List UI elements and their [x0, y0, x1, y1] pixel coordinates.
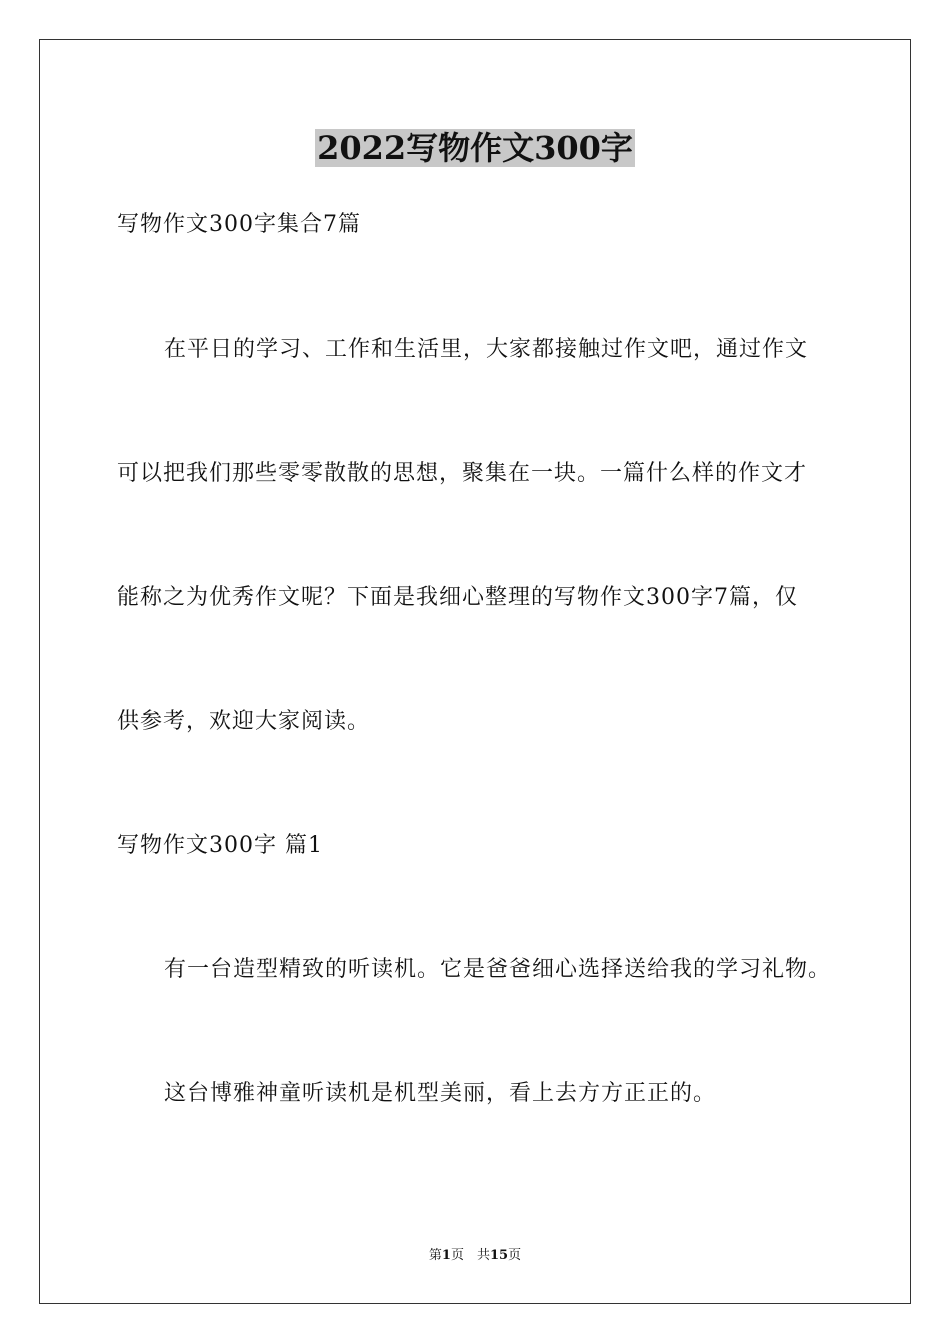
footer-prefix: 第: [428, 1248, 442, 1263]
paragraph-line: 有一台造型精致的听读机。它是爸爸细心选择送给我的学习礼物。: [164, 957, 832, 982]
paragraph-line: 这台博雅神童听读机是机型美丽，看上去方方正正的。: [164, 1081, 717, 1106]
paragraph-line: 供参考，欢迎大家阅读。: [117, 709, 371, 734]
document-subtitle: 写物作文300字集合7篇: [117, 212, 361, 237]
footer-suffix: 页: [508, 1248, 522, 1263]
current-page-number: 1: [441, 1248, 451, 1263]
total-page-number: 15: [489, 1248, 509, 1263]
page-footer: [0, 1247, 950, 1265]
paragraph-line: 可以把我们那些零零散散的思想，聚集在一块。一篇什么样的作文才: [117, 461, 808, 486]
paragraph-line: 在平日的学习、工作和生活里，大家都接触过作文吧，通过作文: [164, 337, 809, 362]
footer-middle: 页 共: [450, 1248, 490, 1263]
document-title: [0, 128, 950, 168]
paragraph-line: 能称之为优秀作文呢？下面是我细心整理的写物作文300字7篇，仅: [117, 585, 798, 610]
section-heading: 写物作文300字 篇1: [117, 833, 323, 858]
title-text: 2022写物作文300字: [317, 129, 633, 167]
